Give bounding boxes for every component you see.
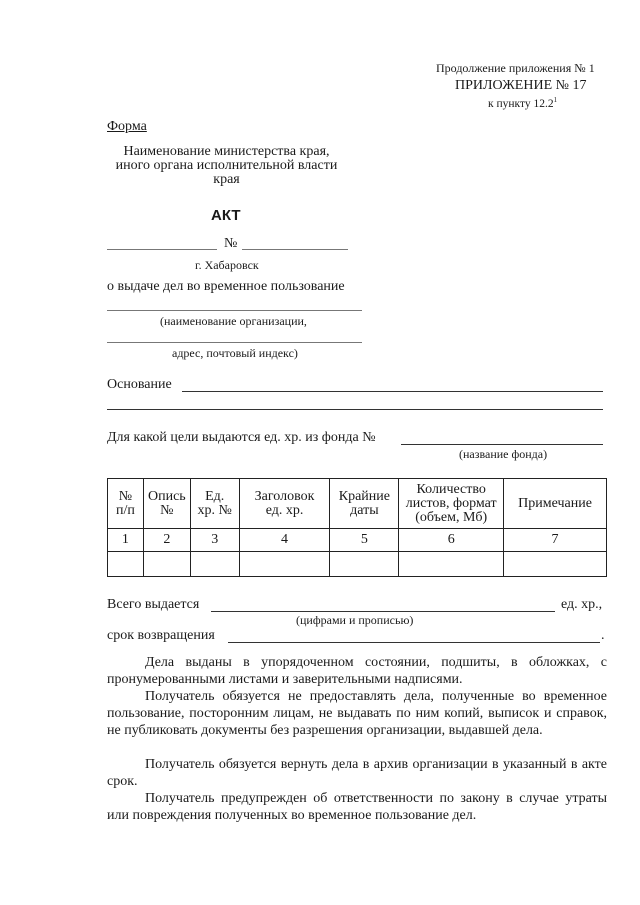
empty-cell [330, 552, 399, 577]
fund-caption: (название фонда) [459, 447, 548, 461]
number-cell: 7 [504, 529, 607, 552]
number-blank-line [242, 249, 348, 250]
header-text: хр. № [197, 502, 232, 518]
header-cell-number [108, 479, 144, 529]
empty-cell [239, 552, 330, 577]
fund-blank-line [401, 444, 603, 445]
number-cell: 6 [399, 529, 504, 552]
items-table [107, 478, 607, 577]
header-cell-note [504, 479, 607, 529]
empty-cell [399, 552, 504, 577]
city-label: г. Хабаровск [195, 258, 259, 272]
number-cell: 5 [330, 529, 399, 552]
act-title: АКТ [211, 207, 241, 224]
header-text: ед. хр. [265, 502, 304, 518]
address-blank-line [107, 342, 362, 343]
header-text: Опись [147, 488, 186, 504]
number-cell: 4 [239, 529, 330, 552]
act-subject: о выдаче дел во временное пользование [107, 279, 345, 294]
header-cell-dates [330, 479, 399, 529]
paragraph [107, 790, 607, 824]
org-blank-line [107, 310, 362, 311]
form-label: Форма [107, 119, 147, 134]
header-cell-title [239, 479, 330, 529]
purpose-label: Для какой цели выдаются ед. хр. из фонда № [107, 430, 376, 445]
date-blank-line [107, 249, 217, 250]
header-text: Ед. [205, 488, 225, 504]
paragraph-text: Получатель обязуется не предоставлять дела, полученные во временное пользование, посторонним лицам, не выдавать по ним копий, выписок и справок, не публиковать документы без разрешения организации, выдавшей дела. [107, 689, 607, 738]
address-caption: адрес, почтовый индекс) [172, 346, 298, 360]
header-text: Крайние [338, 488, 390, 504]
table-row [108, 552, 607, 577]
empty-cell [143, 552, 190, 577]
paragraph-text: Получатель обязуется вернуть дела в архив организации в указанный в акте срок. [107, 757, 607, 789]
header-text: (объем, Мб) [415, 509, 488, 525]
basis-label: Основание [107, 377, 172, 392]
number-cell: 1 [108, 529, 144, 552]
basis-blank-line [182, 391, 603, 392]
header-text: листов, формат [405, 495, 497, 511]
header-text: № [118, 488, 133, 504]
empty-cell [108, 552, 144, 577]
number-cell: 2 [143, 529, 190, 552]
header-text: Примечание [518, 495, 592, 511]
return-label: срок возвращения [107, 628, 215, 643]
paragraph-text: Получатель предупрежден об ответственности по закону в случае утраты или повреждения полученных во временное пользование дел. [107, 791, 607, 823]
header-text: Заголовок [254, 488, 315, 504]
paragraph [107, 756, 607, 790]
continuation-note: Продолжение приложения № 1 [436, 61, 595, 75]
header-text: № [160, 502, 174, 518]
ministry-line-1: Наименование министерства края, [123, 144, 330, 159]
ministry-line-2: иного органа исполнительной власти [115, 158, 338, 173]
header-cell-sheets [399, 479, 504, 529]
empty-cell [504, 552, 607, 577]
return-blank-line [228, 642, 600, 643]
total-caption: (цифрами и прописью) [296, 613, 414, 627]
table-header-row [108, 479, 607, 529]
return-end: . [601, 628, 605, 643]
basis-blank-line-2 [107, 409, 603, 410]
total-label: Всего выдается [107, 597, 200, 612]
paragraph [107, 654, 607, 688]
appendix-ref [488, 96, 557, 110]
org-caption: (наименование организации, [160, 314, 307, 328]
ministry-name [105, 145, 348, 187]
number-sign: № [224, 236, 238, 251]
appendix-ref-text: к пункту 12.2 [488, 97, 554, 110]
paragraph [107, 688, 607, 739]
header-text: п/п [115, 502, 135, 518]
header-cell-inventory [143, 479, 190, 529]
header-text: Количество [416, 481, 486, 497]
header-text: даты [350, 502, 379, 518]
appendix-title: ПРИЛОЖЕНИЕ № 17 [455, 78, 587, 93]
ministry-line-3: края [213, 172, 240, 187]
paragraph-text: Дела выданы в упорядоченном состоянии, подшиты, в обложках, с пронумерованными листами и заверительными надписями. [107, 655, 607, 687]
total-unit: ед. хр., [561, 597, 603, 612]
empty-cell [190, 552, 239, 577]
total-blank-line [211, 611, 555, 612]
table-number-row [108, 529, 607, 552]
number-cell: 3 [190, 529, 239, 552]
appendix-ref-sup: 1 [553, 96, 558, 104]
header-cell-unit [190, 479, 239, 529]
